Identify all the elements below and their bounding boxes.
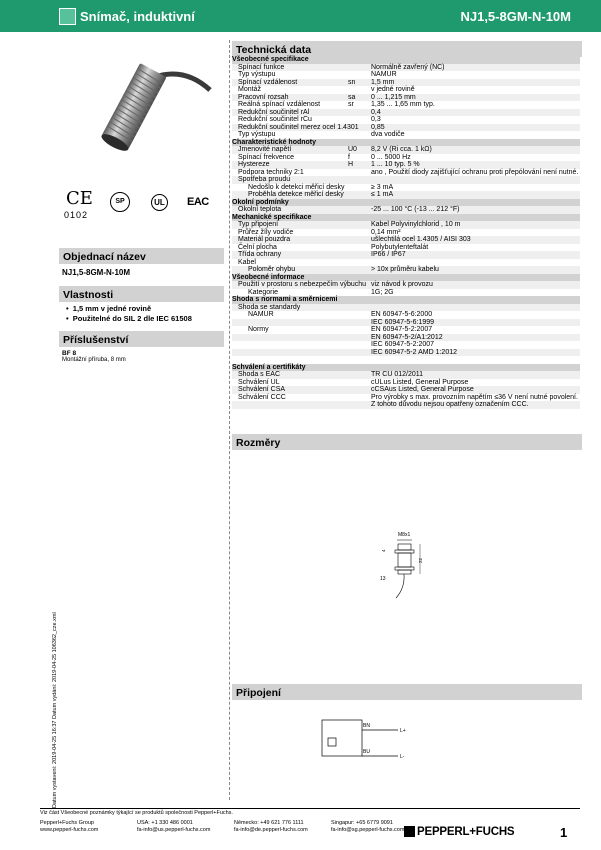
table-cell-value: v jedné rovině — [371, 86, 415, 93]
table-cell-symbol: sa — [348, 93, 356, 101]
table-cell-symbol — [348, 341, 371, 349]
table-cell-value: viz návod k provozu — [371, 281, 433, 288]
connection-title: Připojení — [232, 684, 582, 700]
table-row — [232, 266, 580, 274]
page-number: 1 — [560, 825, 568, 840]
table-cell-value: 0,4 — [371, 108, 381, 116]
table-cell-symbol — [348, 386, 371, 394]
table-row — [232, 101, 580, 109]
table-row — [232, 124, 580, 132]
table-cell-symbol — [348, 169, 371, 177]
features-list — [66, 304, 192, 324]
table-cell-label: Průřez žíly vodiče — [238, 228, 294, 236]
table-cell-label — [232, 349, 348, 357]
table-cell-symbol — [348, 176, 371, 184]
table-row — [232, 244, 580, 252]
footer-email[interactable]: fa-info@de.pepperl-fuchs.com — [234, 827, 308, 833]
features-section-title: Vlastnosti — [59, 286, 224, 302]
table-cell-value — [371, 176, 580, 184]
footer-notice: Viz část Všeobecné poznámky týkající se produktů společnosti Pepperl+Fuchs. — [40, 808, 580, 816]
table-cell-value — [371, 56, 580, 64]
table-cell-symbol — [348, 371, 371, 379]
table-row — [232, 64, 580, 72]
table-cell-value: IEC 60947-5-2:2007 — [371, 341, 435, 348]
table-cell-value: 0 ... 1,215 mm — [371, 93, 416, 101]
table-cell-value: IP66 / IP67 — [371, 251, 406, 258]
table-cell-symbol — [348, 56, 371, 64]
table-cell-symbol — [348, 206, 371, 214]
table-cell-label: Všeobecné informace — [232, 273, 305, 281]
table-cell-value: 1 ... 10 typ. 5 % — [371, 161, 420, 168]
table-cell-symbol — [348, 244, 371, 252]
table-cell-value: NAMUR — [371, 71, 397, 78]
table-section-header — [232, 296, 580, 304]
table-cell-symbol: f — [348, 153, 350, 161]
table-cell-label: Poloměr ohybu — [248, 266, 296, 273]
tech-data-title: Technická data — [232, 41, 582, 57]
table-cell-symbol — [348, 199, 371, 207]
table-cell-value: 0,85 — [371, 123, 385, 131]
table-cell-symbol — [348, 379, 371, 387]
table-cell-symbol — [348, 349, 371, 357]
table-cell-label: Spotřeba proudu — [238, 176, 291, 183]
table-row — [232, 236, 580, 244]
table-row — [232, 394, 580, 402]
eac-logo-icon: EAC — [187, 196, 209, 208]
table-row — [232, 191, 580, 199]
table-row — [232, 161, 580, 169]
product-code: NJ1,5-8GM-N-10M — [460, 9, 571, 24]
minus-label: L- — [400, 754, 405, 760]
table-cell-label: Mechanické specifikace — [232, 213, 312, 221]
table-cell-label: Materiál pouzdra — [238, 236, 291, 243]
connection-diagram — [318, 714, 428, 764]
table-row — [232, 184, 580, 192]
table-cell-value: Pro výrobky s max. provozním napětím ≤36 V není nutné povolení. — [371, 393, 578, 401]
table-cell-label: Spínací vzdálenost — [238, 78, 298, 86]
page-title: Snímač, induktivní — [80, 9, 195, 24]
ul-logo-icon: UL — [151, 194, 168, 211]
table-cell-value: Normálně zavřený (NC) — [371, 63, 445, 71]
table-cell-label: Všeobecné specifikace — [232, 56, 309, 63]
table-row — [232, 349, 580, 357]
table-cell-symbol — [348, 139, 371, 147]
table-section-header — [232, 56, 580, 64]
table-cell-value: 1G; 2G — [371, 288, 394, 296]
table-cell-value: 1,35 ... 1,65 mm typ. — [371, 101, 435, 108]
accessory-name[interactable]: BF 8 — [62, 350, 77, 357]
table-cell-value: ≥ 3 mA — [371, 183, 394, 191]
table-cell-value: 0,3 — [371, 116, 381, 123]
table-cell-label: Spínací frekvence — [238, 153, 295, 161]
accessory-desc: Montážní příruba, 8 mm — [62, 357, 126, 363]
table-row — [232, 259, 580, 267]
table-cell-symbol — [348, 334, 371, 342]
table-section-header — [232, 364, 580, 372]
table-row — [232, 289, 580, 297]
table-cell-symbol — [348, 214, 371, 222]
table-row — [232, 281, 580, 289]
table-section-header — [232, 274, 580, 282]
table-cell-symbol: sn — [348, 78, 356, 86]
footer-col-germany: Německo: +49 621 776 1111 fa-info@de.pepperl-fuchs.com — [234, 820, 331, 834]
brand-logo: PEPPERL+FUCHS — [417, 826, 515, 838]
table-cell-label: Spínací funkce — [238, 63, 285, 71]
table-row — [232, 311, 580, 319]
table-row — [232, 386, 580, 394]
table-cell-label: Jmenovité napětí — [238, 146, 292, 153]
table-cell-value: cCSAus Listed, General Purpose — [371, 386, 474, 393]
table-cell-value: ≤ 1 mA — [371, 191, 394, 198]
table-section-header — [232, 199, 580, 207]
table-cell-label: Pracovní rozsah — [238, 93, 289, 101]
table-row — [232, 251, 580, 259]
table-cell-label — [232, 341, 348, 349]
table-cell-value: TR CU 012/2011 — [371, 371, 424, 378]
table-row — [232, 116, 580, 124]
table-cell-label: Typ výstupu — [238, 71, 276, 78]
table-cell-symbol — [348, 86, 371, 94]
length-label: 22 — [418, 557, 423, 563]
table-cell-label: Redukční součinitel rnerez ocel 1.4301 — [238, 123, 359, 131]
table-cell-label: Shoda se standardy — [238, 303, 301, 311]
table-cell-label: Normy — [248, 326, 269, 333]
table-cell-value: Kabel Polyvinylchlorid , 10 m — [371, 221, 461, 228]
plus-label: L+ — [400, 728, 406, 734]
table-cell-value — [371, 139, 580, 147]
face-label: 4 — [381, 549, 386, 552]
bn-label: BN — [363, 723, 370, 729]
table-cell-value: dva vodiče — [371, 131, 405, 138]
header-square-icon — [59, 8, 76, 25]
bu-label: BU — [363, 749, 370, 755]
dimension-drawing — [374, 528, 434, 603]
table-cell-symbol — [348, 184, 371, 192]
table-cell-symbol — [348, 304, 371, 312]
pepperl-fuchs-logo-icon — [404, 826, 415, 837]
table-cell-symbol: H — [348, 161, 354, 168]
table-cell-symbol — [348, 274, 371, 282]
table-cell-symbol — [348, 401, 371, 409]
table-cell-label: Podpora techniky 2:1 — [238, 168, 304, 176]
issue-dates: Datum vystavení: 2019-04-25 16:37 Datum vydání: 2019-04-25 106362_cze.xml — [52, 612, 58, 808]
table-cell-value — [371, 259, 580, 267]
table-cell-label: Schválení UL — [238, 378, 280, 386]
table-row — [232, 341, 580, 349]
table-cell-symbol — [348, 109, 371, 117]
table-cell-symbol — [348, 356, 371, 364]
table-cell-label: Reálná spínací vzdálenost — [238, 101, 321, 108]
footer-email[interactable]: fa-info@us.pepperl-fuchs.com — [137, 827, 211, 833]
ce-number: 0102 — [64, 210, 89, 220]
table-cell-value — [371, 304, 580, 312]
order-section-title: Objednací název — [59, 248, 224, 264]
table-cell-value: 0 ... 5000 Hz — [371, 153, 411, 161]
table-cell-symbol — [348, 326, 371, 334]
table-row — [232, 334, 580, 342]
table-cell-label: Charakteristické hodnoty — [232, 138, 317, 146]
table-cell-label: Třída ochrany — [238, 251, 282, 258]
table-cell-value — [371, 214, 580, 222]
table-cell-label: Kabel — [238, 258, 256, 266]
table-cell-label: Okolní teplota — [238, 206, 282, 213]
table-cell-symbol — [348, 281, 371, 289]
thread-label: M8x1 — [398, 532, 411, 538]
table-row — [232, 154, 580, 162]
table-cell-value: 1,5 mm — [371, 78, 395, 86]
table-cell-symbol — [348, 259, 371, 267]
table-cell-symbol — [348, 364, 371, 372]
table-cell-value: Polybutylenteftalát — [371, 243, 429, 251]
table-cell-symbol — [348, 296, 371, 304]
table-cell-label: Typ připojení — [238, 221, 279, 228]
table-cell-value: 8,2 V (Ri cca. 1 kΩ) — [371, 146, 432, 153]
table-row — [232, 319, 580, 327]
table-row — [232, 94, 580, 102]
table-cell-symbol — [348, 319, 371, 327]
table-section-header — [232, 139, 580, 147]
order-name: NJ1,5-8GM-N-10M — [62, 268, 131, 277]
table-row — [232, 221, 580, 229]
table-cell-symbol — [348, 236, 371, 244]
table-cell-label: Schválení a certifikáty — [232, 363, 306, 371]
table-row — [232, 86, 580, 94]
table-cell-label — [232, 334, 348, 342]
table-cell-value: -25 ... 100 °C (-13 ... 212 °F) — [371, 206, 460, 213]
table-cell-label: Okolní podmínky — [232, 198, 289, 206]
table-cell-value — [371, 274, 580, 282]
table-cell-label: Schválení CSA — [238, 386, 286, 393]
table-cell-symbol — [348, 191, 371, 199]
table-cell-value: Z tohoto důvodu nejsou opatřeny označením CCC. — [371, 401, 529, 408]
table-cell-label: Hystereze — [238, 161, 270, 168]
header-bar — [0, 0, 601, 32]
table-row — [232, 109, 580, 117]
table-cell-symbol — [348, 394, 371, 402]
table-row — [232, 379, 580, 387]
table-cell-symbol — [348, 64, 371, 72]
table-section-header — [232, 214, 580, 222]
table-cell-symbol — [348, 289, 371, 297]
table-cell-label: Redukční součinitel rCu — [238, 116, 312, 123]
table-cell-value — [371, 199, 580, 207]
table-cell-symbol — [348, 266, 371, 274]
table-cell-value: ušlechtilá ocel 1.4305 / AISI 303 — [371, 236, 471, 243]
table-row — [232, 131, 580, 139]
csa-logo-icon: SP — [110, 192, 130, 212]
table-cell-value: 0,14 mm² — [371, 228, 401, 236]
table-row — [232, 169, 580, 177]
table-cell-label: Shoda s normami a směrnicemi — [232, 296, 338, 303]
footer-col-usa: USA: +1 330 486 0001 fa-info@us.pepperl-fuchs.com — [137, 820, 234, 834]
tech-data-table — [232, 56, 580, 409]
table-cell-symbol — [348, 311, 371, 319]
table-row — [232, 206, 580, 214]
table-cell-symbol: sr — [348, 101, 354, 108]
table-row — [232, 176, 580, 184]
width-label: 13 — [380, 576, 386, 582]
table-cell-value: IEC 60947-5-6:1999 — [371, 318, 435, 326]
table-cell-label: NAMUR — [248, 311, 274, 318]
table-cell-value: IEC 60947-5-2 AMD 1:2012 — [371, 348, 457, 356]
table-cell-label: Redukční součinitel rAl — [238, 108, 310, 116]
table-cell-label: Typ výstupu — [238, 131, 276, 138]
table-row — [232, 146, 580, 154]
footer-col-group: Pepperl+Fuchs Group www.pepperl-fuchs.com — [40, 820, 137, 834]
table-row — [232, 79, 580, 87]
ce-mark-icon: CE — [66, 188, 93, 209]
table-cell-value: > 10x průměru kabelu — [371, 266, 439, 273]
table-row — [232, 371, 580, 379]
table-row — [232, 304, 580, 312]
feature-item: • 1,5 mm v jedné rovině — [66, 304, 152, 313]
table-cell-label: Montáž — [238, 86, 261, 93]
table-cell-value: cULus Listed, General Purpose — [371, 378, 469, 386]
table-row — [232, 71, 580, 79]
table-cell-value — [371, 356, 580, 364]
table-cell-symbol — [348, 124, 371, 132]
product-image — [60, 42, 220, 172]
table-cell-value: EN 60947-5-2/A1:2012 — [371, 333, 443, 341]
table-cell-label: Shoda s EAC — [238, 371, 281, 378]
table-cell-symbol: U0 — [348, 146, 357, 153]
table-cell-label: Proběhla detekce měřicí desky — [248, 191, 344, 198]
table-cell-label: Čelní plocha — [238, 243, 277, 251]
column-divider — [229, 40, 230, 800]
table-cell-value — [371, 364, 580, 372]
table-cell-label: Schválení CCC — [238, 393, 286, 401]
table-cell-label — [232, 401, 348, 409]
footer-link[interactable]: www.pepperl-fuchs.com — [40, 827, 99, 833]
table-cell-label: Použití v prostoru s nebezpečím výbuchu — [238, 281, 367, 288]
table-row — [232, 229, 580, 237]
table-cell-symbol — [348, 131, 371, 139]
table-cell-value: EN 60947-5-6:2000 — [371, 311, 433, 318]
table-cell-value — [371, 296, 580, 304]
table-row — [232, 401, 580, 409]
table-row — [232, 326, 580, 334]
table-cell-value: EN 60947-5-2:2007 — [371, 326, 433, 333]
table-cell-label — [232, 356, 348, 364]
table-cell-symbol — [348, 116, 371, 124]
table-cell-label: Nedošlo k detekci měřicí desky — [248, 183, 345, 191]
table-cell-symbol — [348, 221, 371, 229]
table-cell-label: Kategorie — [248, 288, 278, 296]
footer-col-singapore: Singapur: +65 6779 9091 fa-info@sg.pepperl-fuchs.com — [331, 820, 428, 834]
table-cell-symbol — [348, 251, 371, 259]
table-cell-value: ano , Použití diody zajišťující ochranu proti přepólování není nutné. — [371, 168, 579, 176]
dimensions-title: Rozměry — [232, 434, 582, 450]
table-cell-symbol — [348, 229, 371, 237]
feature-item: • Použitelné do SIL 2 dle IEC 61508 — [66, 314, 192, 323]
table-row — [232, 356, 580, 364]
accessories-section-title: Příslušenství — [59, 331, 224, 347]
footer-email[interactable]: fa-info@sg.pepperl-fuchs.com — [331, 827, 405, 833]
table-cell-symbol — [348, 71, 371, 79]
table-cell-label — [232, 319, 348, 327]
